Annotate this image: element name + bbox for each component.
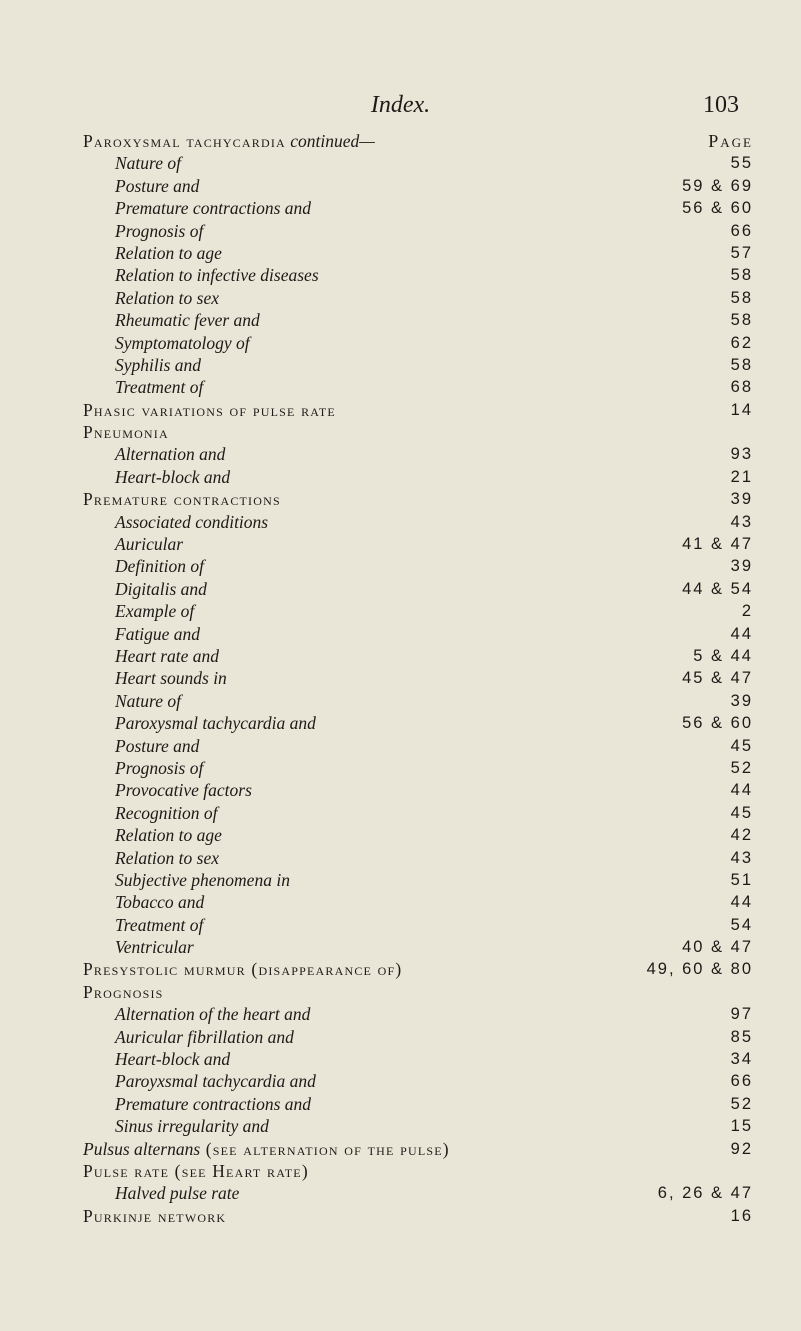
entry-text	[115, 1048, 230, 1070]
index-heading	[83, 130, 753, 152]
page-reference: 66	[730, 221, 753, 240]
entry-term: Halved pulse rate	[115, 1183, 240, 1204]
index-subentry	[83, 197, 753, 219]
entry-term: Auricular fibrillation and	[115, 1026, 294, 1047]
entry-term: Phasic variations of pulse rate	[83, 399, 336, 420]
page-reference: 44	[730, 781, 753, 800]
entry-text	[115, 1115, 269, 1137]
page-reference: 43	[730, 848, 753, 867]
entry-text	[115, 287, 219, 309]
entry-text	[115, 1003, 310, 1025]
entry-term: Relation to sex	[115, 847, 220, 868]
page-reference: 49, 60 & 80	[646, 960, 753, 979]
entry-term: Relation to age	[115, 825, 222, 846]
entry-text	[83, 981, 164, 1003]
page-reference: 40 & 47	[682, 938, 753, 957]
entry-term: Subjective phenomena in	[115, 869, 290, 890]
entry-text	[115, 891, 204, 913]
index-subentry	[83, 869, 753, 891]
page-reference: 93	[730, 445, 753, 464]
index-subentry	[83, 600, 753, 622]
page-reference: 58	[730, 288, 753, 307]
entry-text	[115, 1182, 239, 1204]
entry-term: Auricular	[115, 534, 184, 555]
entry-text	[115, 332, 250, 354]
index-subentry	[83, 914, 753, 936]
page-reference: 59 & 69	[682, 176, 753, 195]
entry-text	[115, 690, 181, 712]
entry-text	[115, 735, 199, 757]
entry-text	[83, 958, 402, 980]
entry-text	[115, 1070, 316, 1092]
entry-text	[115, 264, 319, 286]
page-reference: 44	[730, 624, 753, 643]
page-number: 103	[703, 92, 739, 118]
entry-text	[115, 443, 225, 465]
index-subentry	[83, 1026, 753, 1048]
entry-term: Heart sounds in	[115, 668, 227, 689]
page-reference: 45	[730, 803, 753, 822]
entry-term: Provocative factors	[115, 780, 252, 801]
entry-term: Alternation and	[115, 444, 226, 465]
page-reference: 52	[730, 758, 753, 777]
entry-term: Premature contractions and	[115, 198, 312, 219]
index-subentry	[83, 735, 753, 757]
entry-term: Premature contractions and	[115, 1093, 312, 1114]
entry-text	[115, 667, 227, 689]
page-reference: 58	[730, 266, 753, 285]
page-reference: 54	[730, 915, 753, 934]
entry-italic-term: Pulsus alternans	[83, 1138, 201, 1159]
entry-term: Presystolic murmur (disappearance of)	[83, 959, 403, 980]
page-reference: 57	[730, 243, 753, 262]
page-reference: 62	[730, 333, 753, 352]
entry-text	[115, 152, 181, 174]
page-reference: 42	[730, 826, 753, 845]
index-subentry	[83, 555, 753, 577]
index-subentry	[83, 1003, 753, 1025]
page-reference: 51	[730, 870, 753, 889]
index-subentry	[83, 623, 753, 645]
page-reference: 58	[730, 355, 753, 374]
entry-text	[115, 309, 260, 331]
index-subentry	[83, 690, 753, 712]
page-reference: 21	[730, 467, 753, 486]
index-subentry	[83, 511, 753, 533]
entry-text	[115, 712, 316, 734]
index-heading	[83, 488, 753, 510]
entry-term: Prognosis	[83, 981, 164, 1002]
entry-term: Relation to sex	[115, 287, 220, 308]
page-reference: 5 & 44	[693, 646, 753, 665]
page-reference: 34	[730, 1050, 753, 1069]
entry-term: Syphilis and	[115, 354, 202, 375]
index-subentry	[83, 1115, 753, 1137]
entry-text	[115, 645, 219, 667]
entry-term: Pneumonia	[83, 422, 169, 443]
entry-term: Posture and	[115, 175, 200, 196]
page-reference: 97	[730, 1005, 753, 1024]
page-reference: 6, 26 & 47	[657, 1184, 753, 1203]
index-subentry	[83, 667, 753, 689]
entry-text	[115, 555, 204, 577]
entry-term: Recognition of	[115, 802, 218, 823]
entry-term: Fatigue and	[115, 623, 201, 644]
entry-text	[115, 466, 230, 488]
entry-note: (see alternation of the pulse)	[200, 1138, 450, 1159]
entry-term: Nature of	[115, 153, 181, 174]
page-reference: 52	[730, 1094, 753, 1113]
entry-term: Alternation of the heart and	[115, 1004, 311, 1025]
index-subentry	[83, 152, 753, 174]
entry-text	[115, 1093, 311, 1115]
page-reference: 44 & 54	[682, 579, 753, 598]
index-subentry	[83, 443, 753, 465]
index-subentry	[83, 533, 753, 555]
index-subentry	[83, 936, 753, 958]
index-subentry	[83, 779, 753, 801]
index-heading	[83, 1205, 753, 1227]
entry-term: Definition of	[115, 556, 204, 577]
page-title: Index.	[370, 92, 431, 118]
entry-term: Relation to infective diseases	[115, 265, 319, 286]
index-subentry	[83, 466, 753, 488]
page-reference: 39	[730, 691, 753, 710]
entry-term: Heart-block and	[115, 1049, 231, 1070]
entry-text	[115, 936, 194, 958]
index-subentry	[83, 354, 753, 376]
entry-term: Purkinje network	[83, 1205, 227, 1226]
index-subentry	[83, 1182, 753, 1204]
entry-term: Rheumatic fever and	[115, 310, 260, 331]
entry-text	[83, 1138, 450, 1160]
entry-term: Associated conditions	[115, 511, 269, 532]
index-subentry	[83, 309, 753, 331]
entry-text	[115, 824, 222, 846]
page-reference: 2	[741, 602, 753, 621]
page-reference: 56 & 60	[682, 714, 753, 733]
page-reference: 43	[730, 512, 753, 531]
index-subentry	[83, 645, 753, 667]
page-reference: 39	[730, 490, 753, 509]
entry-term: Tobacco and	[115, 892, 205, 913]
page-reference: 55	[730, 154, 753, 173]
entry-text	[115, 600, 194, 622]
entry-text	[115, 220, 203, 242]
entry-text	[115, 197, 311, 219]
index-subentry	[83, 1070, 753, 1092]
entry-term: Treatment of	[115, 914, 204, 935]
index-heading	[83, 1160, 753, 1182]
page-reference: 92	[730, 1139, 753, 1158]
page-column-label: Page	[708, 131, 753, 151]
index-subentry	[83, 376, 753, 398]
index-heading	[83, 958, 753, 980]
entry-text	[83, 488, 281, 510]
index-heading	[83, 399, 753, 421]
index-heading	[83, 1138, 753, 1160]
page-reference: 16	[730, 1206, 753, 1225]
page-reference: 85	[730, 1027, 753, 1046]
page-reference: 41 & 47	[682, 535, 753, 554]
entry-text	[115, 1026, 294, 1048]
index-heading	[83, 421, 753, 443]
index-subentry	[83, 757, 753, 779]
page-reference: 68	[730, 378, 753, 397]
entry-text	[115, 242, 222, 264]
running-head	[0, 92, 801, 122]
entry-term: Prognosis of	[115, 757, 204, 778]
entry-text	[115, 175, 199, 197]
index-subentry	[83, 264, 753, 286]
index-subentry	[83, 220, 753, 242]
index-heading	[83, 981, 753, 1003]
entry-text	[83, 130, 375, 152]
entry-continued: continued—	[285, 131, 375, 151]
index-subentry	[83, 802, 753, 824]
index-subentry	[83, 1093, 753, 1115]
page-reference: 66	[730, 1072, 753, 1091]
entry-text	[115, 511, 268, 533]
index-subentry	[83, 847, 753, 869]
entry-term: Heart-block and	[115, 466, 231, 487]
entry-term: Treatment of	[115, 377, 204, 398]
entry-term: Premature contractions	[83, 489, 281, 510]
entry-term: Paroxysmal tachycardia	[83, 131, 286, 151]
entry-text	[115, 847, 219, 869]
entry-term: Sinus irregularity and	[115, 1116, 269, 1137]
page-reference: 44	[730, 893, 753, 912]
page-reference: 56 & 60	[682, 199, 753, 218]
index-subentry	[83, 891, 753, 913]
entry-term: Digitalis and	[115, 578, 207, 599]
page-reference: 45 & 47	[682, 669, 753, 688]
entry-term: Ventricular	[115, 937, 194, 958]
entry-text	[83, 1160, 309, 1182]
page-reference: 45	[730, 736, 753, 755]
entry-text	[115, 354, 201, 376]
entry-term: Heart rate and	[115, 645, 220, 666]
entry-text	[83, 1205, 226, 1227]
entry-text	[115, 779, 252, 801]
entry-term: Prognosis of	[115, 220, 204, 241]
entry-text	[115, 578, 207, 600]
entry-term: Pulse rate (see Heart rate)	[83, 1160, 309, 1181]
entry-term: Paroxysmal tachycardia and	[115, 713, 316, 734]
index-subentry	[83, 175, 753, 197]
entry-text	[115, 802, 218, 824]
entry-text	[115, 869, 290, 891]
index-subentry	[83, 578, 753, 600]
entry-text	[83, 421, 169, 443]
entry-text	[115, 533, 183, 555]
entry-term: Posture and	[115, 735, 200, 756]
entry-term: Nature of	[115, 690, 181, 711]
entry-term: Symptomatology of	[115, 332, 250, 353]
page-reference: 58	[730, 311, 753, 330]
entry-text	[83, 399, 336, 421]
entry-text	[115, 376, 203, 398]
entry-term: Relation to age	[115, 242, 222, 263]
entry-term: Example of	[115, 601, 195, 622]
index-subentry	[83, 242, 753, 264]
entry-term: Paroyxsmal tachycardia and	[115, 1071, 316, 1092]
page-reference: 15	[730, 1117, 753, 1136]
index-subentry	[83, 287, 753, 309]
index-entries	[83, 130, 753, 1227]
index-subentry	[83, 332, 753, 354]
entry-text	[115, 757, 203, 779]
entry-text	[115, 623, 200, 645]
index-subentry	[83, 712, 753, 734]
index-subentry	[83, 1048, 753, 1070]
index-subentry	[83, 824, 753, 846]
page-reference: 39	[730, 557, 753, 576]
entry-text	[115, 914, 203, 936]
page-reference: 14	[730, 400, 753, 419]
